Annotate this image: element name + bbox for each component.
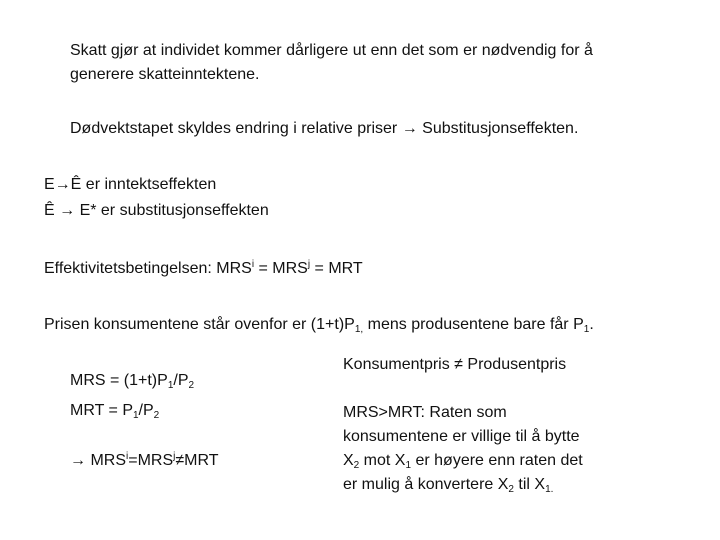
intro-line-1: Skatt gjør at individet kommer dårligere ut enn det som er nødvendig for å (70, 42, 593, 59)
mrs-explanation-line-2: konsumentene er villige til å bytte (343, 428, 580, 445)
deadweight-loss-text: Dødvektstapet skyldes endring i relative priser → Substitusjonseffekten. (70, 120, 579, 137)
mrs-explanation-line-1: MRS>MRT: Raten som (343, 404, 507, 421)
price-difference: Konsumentpris ≠ Produsentpris (343, 356, 567, 373)
intro-line-2: generere skatteinntektene. (70, 66, 260, 83)
substitution-effect-text: Ê → E* er substitusjonseffekten (44, 202, 269, 219)
mrs-explanation-line-3: $X_2$ mot $X_1$ er høyere enn raten det (343, 452, 583, 471)
mrs-explanation-line-4: er mulig å konvertere $X_2$ til $X_{1.}$ (343, 476, 554, 495)
mrs-formula: MRS = $(1+t)P_1/P_2$ (70, 372, 195, 391)
price-statement: Prisen konsumentene står ovenfor er $(1+t)P_{1,}$ mens produsentene bare får $P_1$. (44, 316, 594, 335)
efficiency-condition: Effektivitetsbetingelsen: $MRS^i = MRS^j$ = MRT (44, 259, 363, 277)
mrs-inequality: → $MRS^i=MRS^j\ne MRT$ (70, 451, 219, 469)
mrt-formula: MRT = $P_1/P_2$ (70, 402, 160, 421)
income-effect-text: E→Ê er inntektseffekten (44, 176, 217, 193)
